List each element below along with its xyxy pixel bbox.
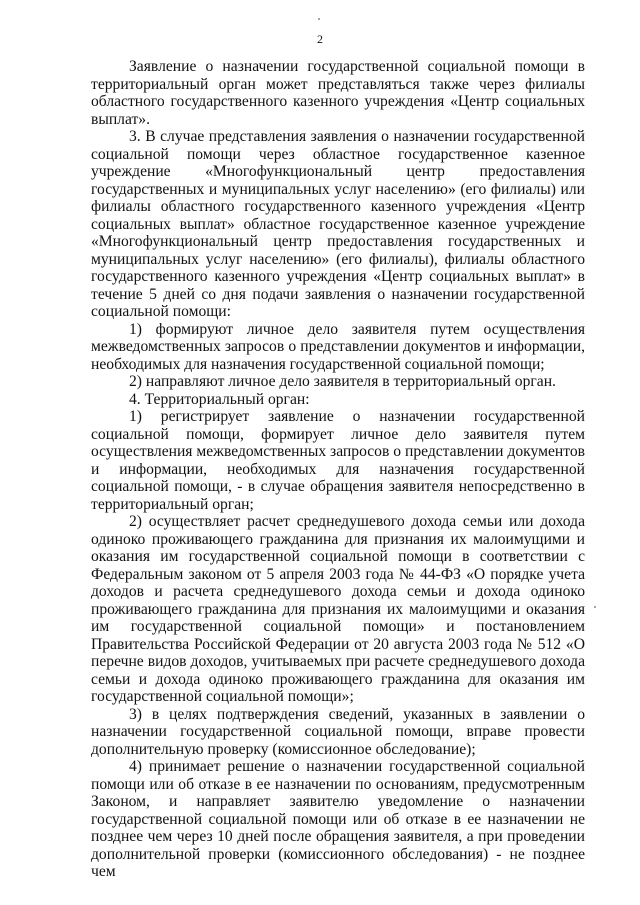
paragraph-clause-4-item-1: 1) регистрирует заявление о назначении государственной социальной помощи, формирует личное дело заявителя путем осуществления межведомственных запросов о представлении документов и информации, необходимых для назначения государственной социальной помощи, - в случае обращения заявителя непосредственно в территориальный орган; <box>91 408 585 513</box>
paragraph-clause-4-item-2: 2) осуществляет расчет среднедушевого дохода семьи или дохода одиноко проживающего гражданина для признания их малоимущими и оказания им государственной социальной помощи в соответствии с Федеральным законом от 5 апреля 2003 года № 44-ФЗ «О порядке учета доходов и расчета среднедушевого дохода семьи и дохода одиноко проживающего гражданина для признания их малоимущими и оказания им государственной социальной помощи» и постановлением Правительства Российской Федерации от 20 августа 2003 года № 512 «О перечне видов доходов, учитываемых при расчете среднедушевого дохода семьи и дохода одиноко проживающего гражданина для оказания им государственной социальной помощи»; <box>91 513 585 705</box>
scan-speck <box>318 18 320 20</box>
paragraph-filialy: Заявление о назначении государственной социальной помощи в территориальный орган может представляться также через филиалы областного государственного казенного учреждения «Центр социальных выплат». <box>91 58 585 128</box>
paragraph-clause-3-item-1: 1) формируют личное дело заявителя путем осуществления межведомственных запросов о представлении документов и информации, необходимых для назначения государственной социальной помощи; <box>91 320 585 373</box>
paragraph-clause-3: 3. В случае представления заявления о назначении государственной социальной помощи через областное государственное казенное учреждение «Многофункциональный центр предоставления государственных и муниципальных услуг населению» (его филиалы) или филиалы областного государственного казенного учреждения «Центр социальных выплат» областное государственное казенное учреждение «Многофункциональный центр предоставления государственных и муниципальных услуг населению» (его филиалы), филиалы областного государственного казенного учреждения «Центр социальных выплат» в течение 5 дней со дня подачи заявления о назначении государственной социальной помощи: <box>91 128 585 320</box>
paragraph-clause-4-item-4: 4) принимает решение о назначении государственной социальной помощи или об отказе в ее назначении по основаниям, предусмотренным Законом, и направляет заявителю уведомление о назначении государственной социальной помощи или об отказе в ее назначении не позднее чем через 10 дней после обращения заявителя, а при проведении дополнительной проверки (комиссионного обследования) - не позднее чем <box>91 758 585 880</box>
paragraph-clause-4: 4. Территориальный орган: <box>129 390 310 408</box>
paragraph-clause-4-item-3: 3) в целях подтверждения сведений, указанных в заявлении о назначении государственной социальной помощи, вправе провести дополнительную проверку (комиссионное обследование); <box>91 705 585 758</box>
paragraph-clause-3-item-2: 2) направляют личное дело заявителя в территориальный орган. <box>129 373 556 390</box>
page-number: 2 <box>317 32 323 46</box>
scan-speck <box>594 606 596 608</box>
body-text <box>91 58 585 881</box>
